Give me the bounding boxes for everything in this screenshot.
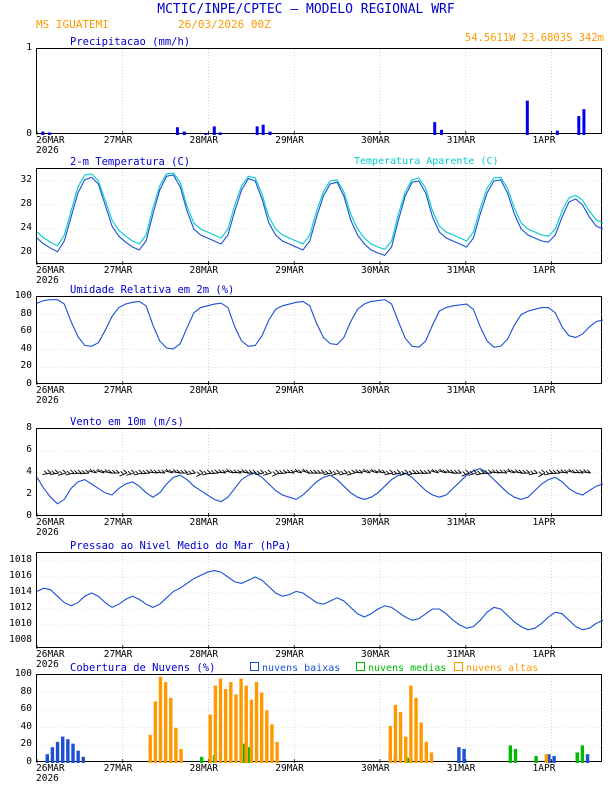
legend-temp-aparente: Temperatura Aparente (C)	[354, 156, 499, 167]
year-label: 2026	[36, 527, 59, 538]
page-title: MCTIC/INPE/CPTEC — MODELO REGIONAL WRF	[157, 2, 455, 17]
y-tick-label: 100	[14, 290, 32, 301]
x-tick-label: 26MAR	[36, 265, 65, 276]
plot-title-2: Umidade Relativa em 2m (%)	[70, 284, 235, 296]
x-tick-label: 28MAR	[189, 385, 219, 396]
y-tick-label: 80	[20, 307, 32, 319]
y-tick-label: 0	[26, 128, 32, 139]
x-tick-label: 30MAR	[361, 517, 390, 528]
x-tick-label: 27MAR	[103, 135, 133, 146]
plot-area-0	[36, 48, 602, 134]
year-label: 2026	[36, 773, 59, 784]
x-tick-label: 1APR	[532, 763, 556, 774]
x-tick-label: 28MAR	[189, 135, 219, 146]
y-tick-label: 1016	[9, 570, 32, 581]
y-tick-label: 40	[20, 720, 32, 732]
x-tick-label: 26MAR	[36, 135, 65, 146]
y-tick-label: 4	[26, 466, 32, 477]
plot-area-4	[36, 552, 602, 648]
plot-title-5: Cobertura de Nuvens (%)	[70, 662, 216, 674]
plot-title-4: Pressao ao Nivel Medio do Mar (hPa)	[70, 540, 292, 552]
x-tick-label: 27MAR	[103, 385, 133, 396]
x-tick-label: 31MAR	[446, 135, 476, 146]
x-tick-label: 28MAR	[189, 649, 219, 660]
y-tick-label: 1012	[9, 602, 32, 613]
y-tick-label: 40	[20, 342, 32, 354]
plot-area-2	[36, 296, 602, 384]
legend-undefined: nuvens baixas	[250, 662, 340, 674]
x-tick-label: 30MAR	[361, 265, 390, 276]
y-tick-label: 100	[14, 668, 32, 679]
x-tick-label: 1APR	[532, 135, 556, 146]
y-tick-label: 0	[26, 510, 32, 521]
x-tick-label: 26MAR	[36, 763, 65, 774]
plot-title-3: Vento em 10m (m/s)	[70, 416, 184, 428]
legend-undefined: nuvens medias	[356, 662, 446, 674]
y-tick-label: 32	[20, 174, 32, 185]
x-tick-label: 27MAR	[103, 649, 133, 660]
year-label: 2026	[36, 145, 59, 156]
x-tick-label: 30MAR	[361, 763, 390, 774]
y-tick-label: 20	[20, 246, 32, 257]
y-tick-label: 1008	[9, 634, 32, 645]
x-tick-label: 1APR	[532, 265, 556, 276]
plot-area-5	[36, 674, 602, 762]
x-tick-label: 30MAR	[361, 385, 390, 396]
x-tick-label: 1APR	[532, 385, 556, 396]
y-tick-label: 28	[20, 198, 32, 209]
y-tick-label: 1010	[9, 618, 32, 629]
year-label: 2026	[36, 659, 59, 670]
station-label: MS IGUATEMI	[36, 18, 109, 31]
y-tick-label: 1018	[9, 554, 32, 565]
x-tick-label: 29MAR	[275, 135, 304, 146]
x-tick-label: 30MAR	[361, 135, 390, 146]
x-tick-label: 27MAR	[103, 265, 133, 276]
x-tick-label: 31MAR	[446, 517, 476, 528]
y-tick-label: 2	[26, 488, 32, 499]
y-tick-label: 0	[26, 756, 32, 767]
x-tick-label: 31MAR	[446, 265, 476, 276]
plot-area-3	[36, 428, 602, 516]
x-tick-label: 30MAR	[361, 649, 390, 660]
x-tick-label: 31MAR	[446, 385, 476, 396]
y-tick-label: 24	[20, 222, 32, 233]
y-tick-label: 0	[26, 378, 32, 389]
x-tick-label: 28MAR	[189, 763, 219, 774]
x-tick-label: 27MAR	[103, 763, 133, 774]
y-tick-label: 60	[20, 703, 32, 715]
run-date-label: 26/03/2026 00Z	[178, 18, 271, 31]
x-tick-label: 29MAR	[275, 517, 304, 528]
x-tick-label: 29MAR	[275, 265, 304, 276]
x-tick-label: 26MAR	[36, 517, 65, 528]
plot-title-1: 2-m Temperatura (C)	[70, 156, 191, 168]
x-tick-label: 1APR	[532, 517, 556, 528]
y-tick-label: 1014	[9, 586, 32, 597]
coordinates-label: 54.5611W 23.6803S 342m	[464, 32, 604, 44]
x-tick-label: 28MAR	[189, 265, 219, 276]
y-tick-label: 1	[26, 42, 32, 53]
x-tick-label: 29MAR	[275, 763, 304, 774]
plot-title-0: Precipitacao (mm/h)	[70, 36, 191, 48]
plot-area-1	[36, 168, 602, 264]
x-tick-label: 31MAR	[446, 763, 476, 774]
y-tick-label: 20	[20, 738, 32, 750]
x-tick-label: 26MAR	[36, 385, 65, 396]
y-tick-label: 80	[20, 685, 32, 697]
x-tick-label: 27MAR	[103, 517, 133, 528]
x-tick-label: 26MAR	[36, 649, 65, 660]
x-tick-label: 28MAR	[189, 517, 219, 528]
x-tick-label: 29MAR	[275, 385, 304, 396]
year-label: 2026	[36, 275, 59, 286]
legend-undefined: nuvens altas	[454, 662, 538, 674]
x-tick-label: 29MAR	[275, 649, 304, 660]
y-tick-label: 60	[20, 325, 32, 337]
x-tick-label: 31MAR	[446, 649, 476, 660]
y-tick-label: 20	[20, 360, 32, 372]
y-tick-label: 6	[26, 444, 32, 455]
x-tick-label: 1APR	[532, 649, 556, 660]
y-tick-label: 8	[26, 422, 32, 433]
year-label: 2026	[36, 395, 59, 406]
